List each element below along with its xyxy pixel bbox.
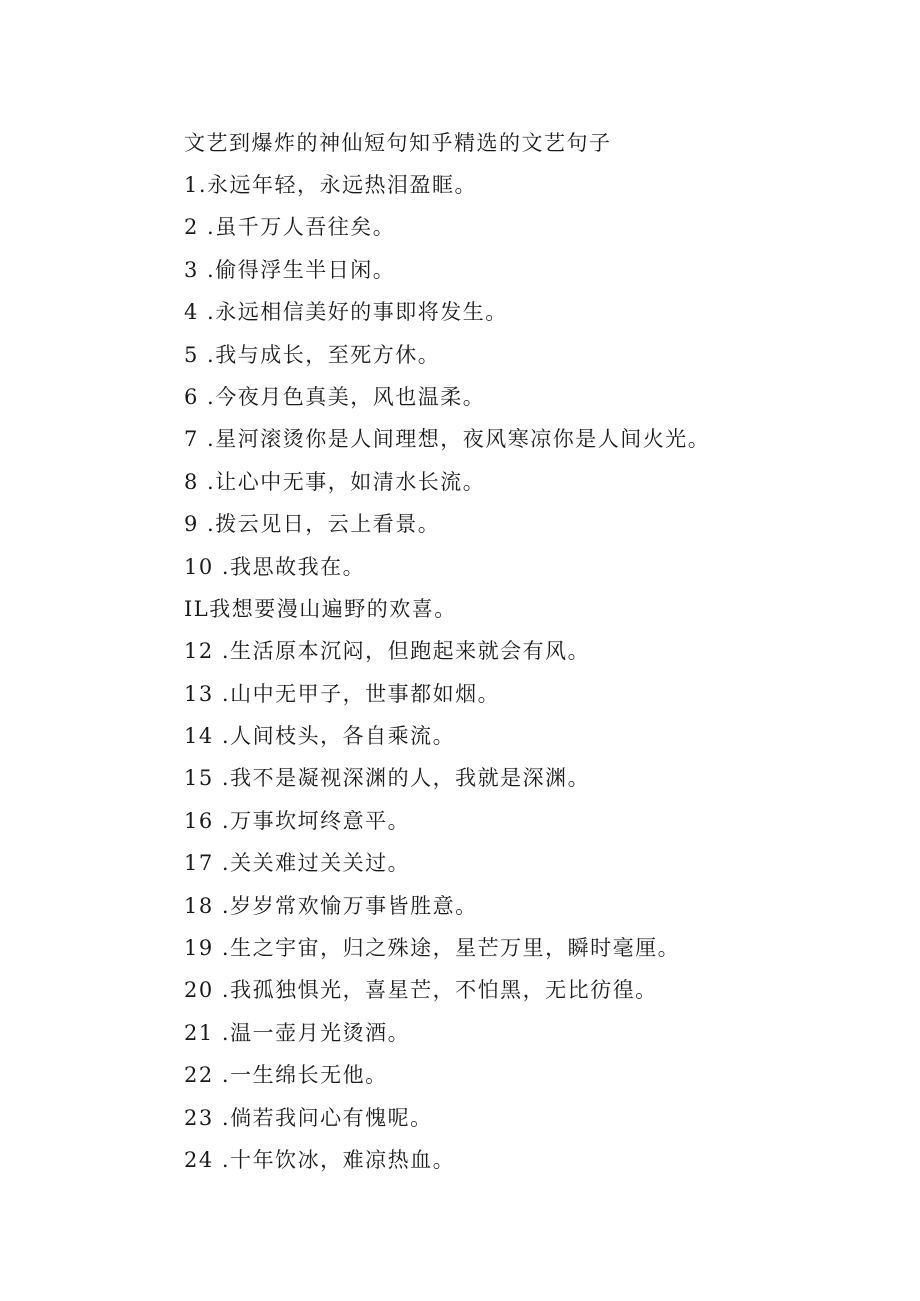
quote-line: 4 .永远相信美好的事即将发生。 (184, 300, 508, 325)
quote-line: 24 .十年饮冰，难凉热血。 (184, 1147, 456, 1172)
quote-line: 9 .拨云见日，云上看景。 (184, 512, 441, 537)
quote-line: 15 .我不是凝视深渊的人，我就是深渊。 (184, 766, 591, 791)
quote-line: 18 .岁岁常欢愉万事皆胜意。 (184, 893, 478, 918)
quote-line: 2 .虽千万人吾往矣。 (184, 215, 396, 240)
document-title: 文艺到爆炸的神仙短句知乎精选的文艺句子 (184, 131, 612, 155)
quote-list (184, 168, 710, 1185)
quote-line: 14 .人间枝头，各自乘流。 (184, 724, 456, 749)
quote-line: 6 .今夜月色真美，风也温柔。 (184, 384, 486, 409)
quote-line: 10 .我思故我在。 (184, 554, 366, 579)
quote-line: 21 .温一壶月光烫酒。 (184, 1020, 411, 1045)
quote-line: 16 .万事坎坷终意平。 (184, 808, 411, 833)
quote-line: IL我想要漫山遍野的欢喜。 (184, 596, 457, 621)
quote-line: 19 .生之宇宙，归之殊途，星芒万里，瞬时毫厘。 (184, 936, 681, 961)
quote-line: 5 .我与成长，至死方休。 (184, 342, 441, 367)
quote-line: 20 .我孤独惧光，喜星芒，不怕黑，无比彷徨。 (184, 978, 658, 1003)
quote-line: 3 .偷得浮生半日闲。 (184, 257, 396, 282)
quote-line: 12 .生活原本沉闷，但跑起来就会有风。 (184, 639, 591, 664)
quote-line: 7 .星河滚烫你是人间理想，夜风寒凉你是人间火光。 (184, 427, 711, 452)
quote-line: 17 .关关难过关关过。 (184, 851, 411, 876)
quote-line: 13 .山中无甲子，世事都如烟。 (184, 681, 501, 706)
quote-line: 22 .一生绵长无他。 (184, 1063, 388, 1088)
quote-line: 8 .让心中无事，如清水长流。 (184, 469, 486, 494)
quote-line: 23 .倘若我问心有愧呢。 (184, 1105, 433, 1130)
quote-line: 1.永远年轻，永远热泪盈眶。 (184, 173, 478, 197)
